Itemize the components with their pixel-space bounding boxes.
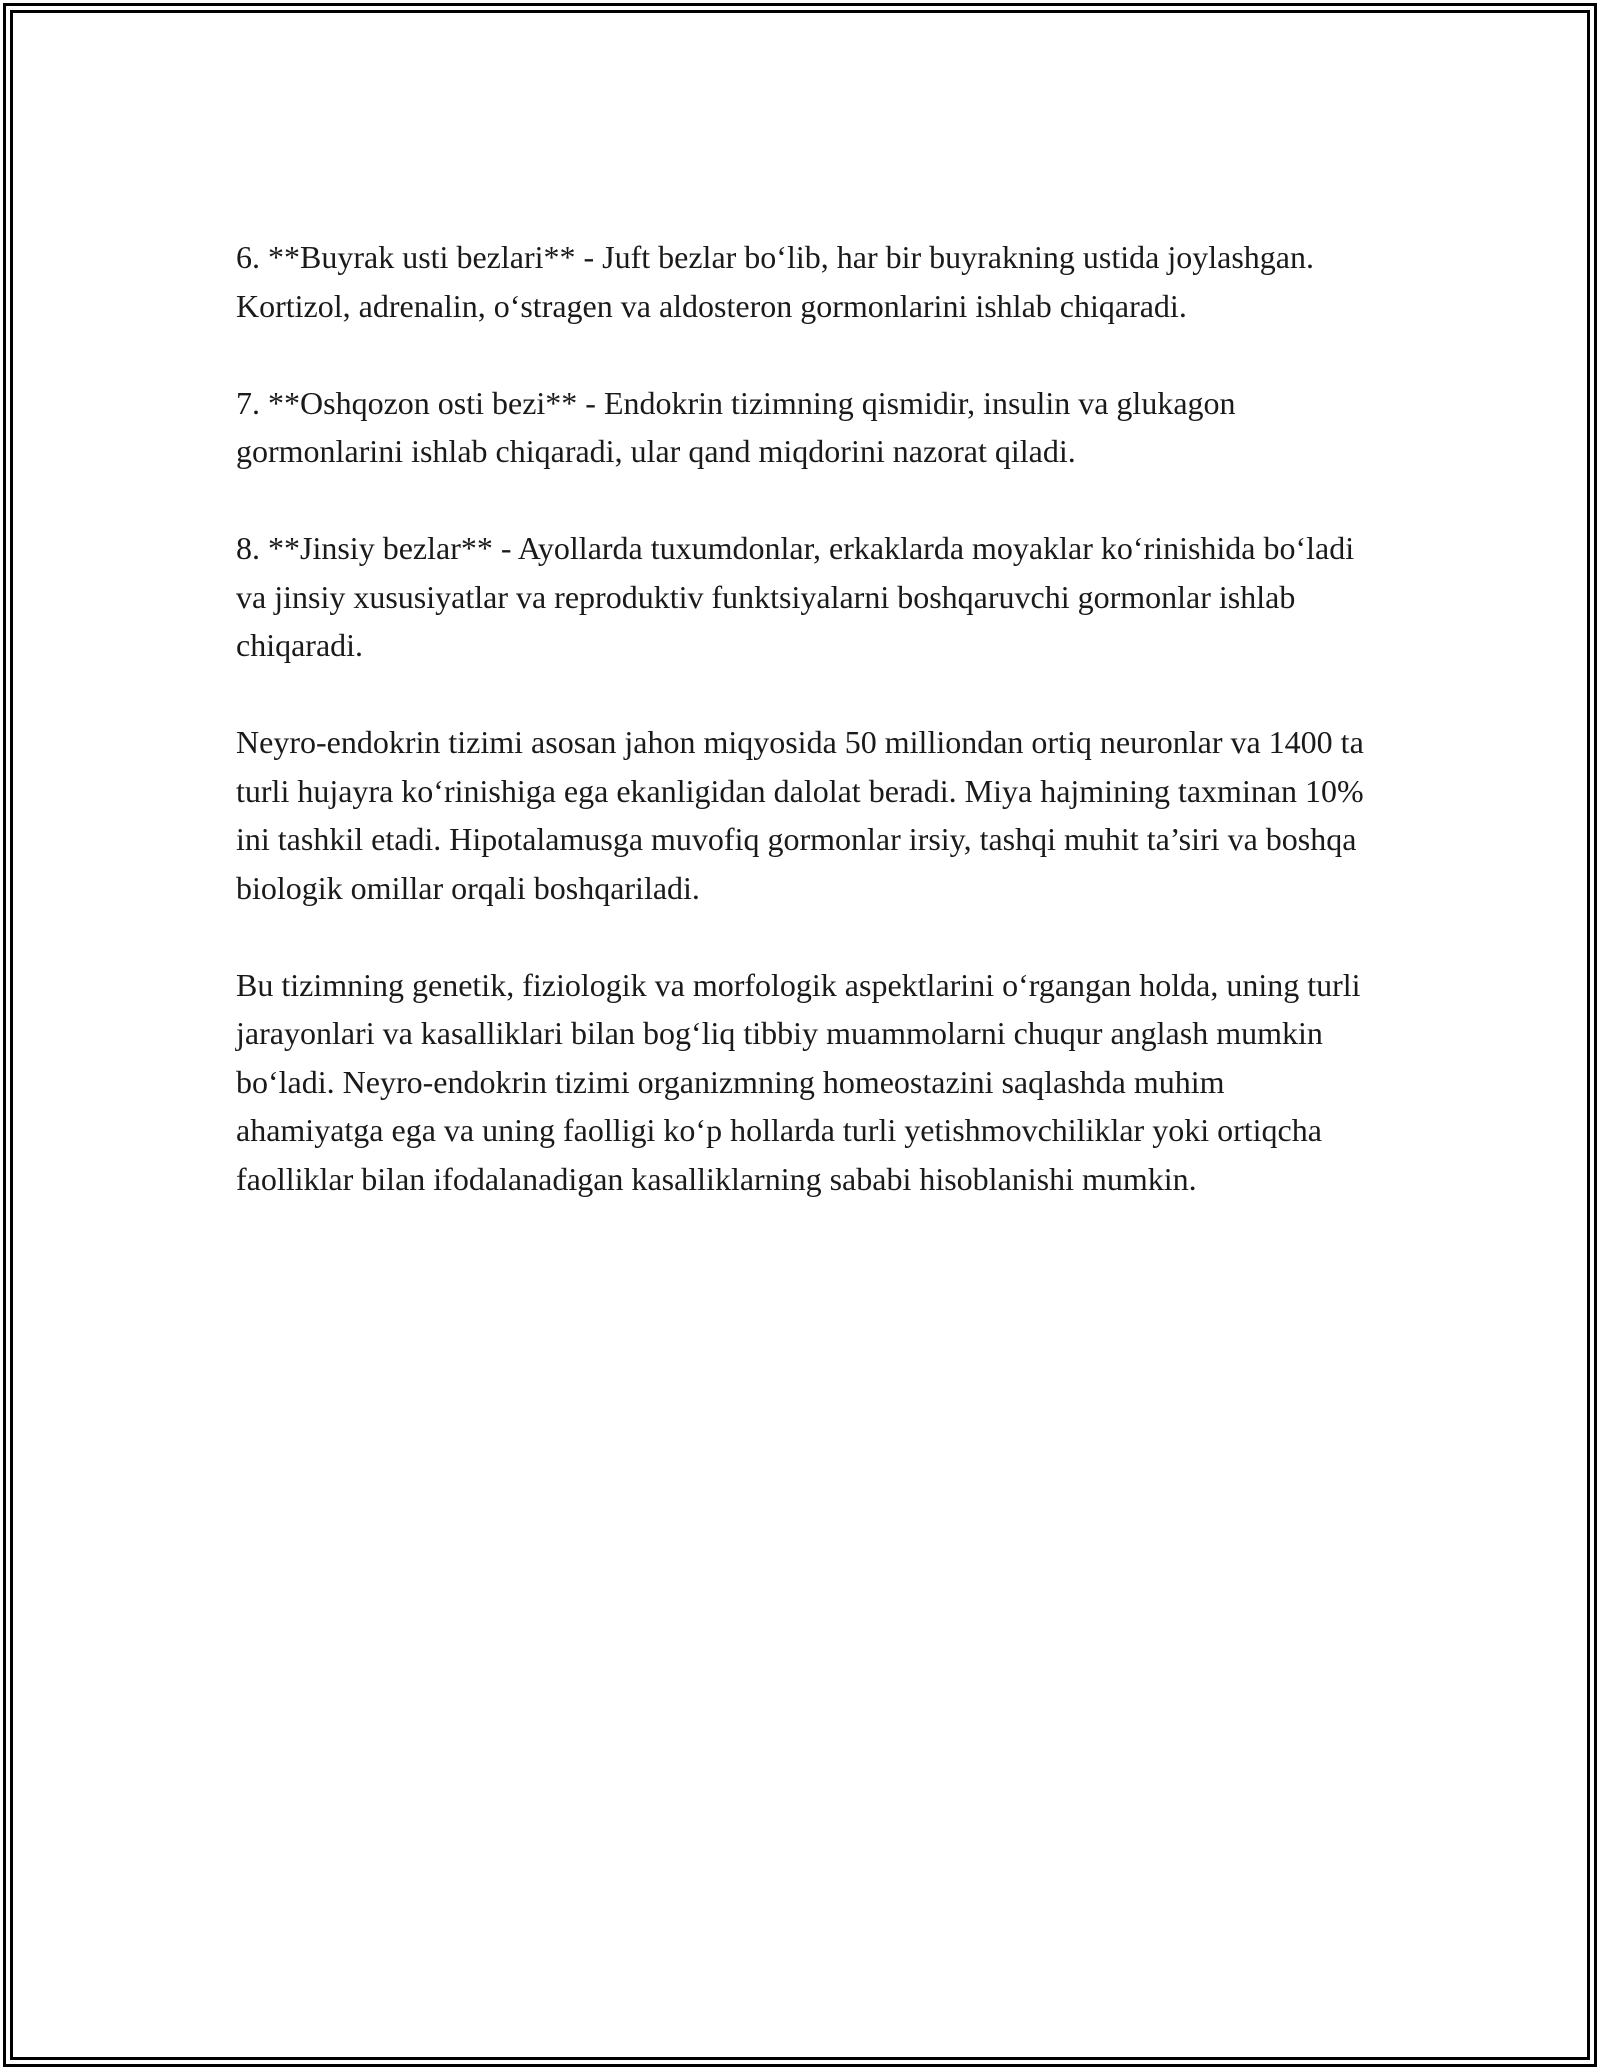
paragraph-buyrak-usti-bezlari: 6. **Buyrak usti bezlari** - Juft bezlar bo‘lib, har bir buyrakning ustida joylashgan. Kortizol, adrenalin, o‘stragen va aldosteron gormonlarini ishlab chiqaradi. xyxy=(236,239,1314,324)
document-body xyxy=(236,233,1376,1252)
paragraph-oshqozon-osti-bezi: 7. **Oshqozon osti bezi** - Endokrin tizimning qismidir, insulin va glukagon gormonlarini ishlab chiqaradi, ular qand miqdorini nazorat qiladi. xyxy=(236,384,1236,469)
paragraph-neyro-endokrin-overview: Neyro-endokrin tizimi asosan jahon miqyosida 50 milliondan ortiq neuronlar va 1400 ta turli hujayra ko‘rinishiga ega ekanligidan dalolat beradi. Miya hajmining taxminan 10% ini tashkil etadi. Hipotalamusga muvofiq gormonlar irsiy, tashqi muhit ta’siri va boshqa biologik omillar orqali boshqariladi. xyxy=(236,724,1364,906)
paragraph-jinsiy-bezlar: 8. **Jinsiy bezlar** - Ayollarda tuxumdonlar, erkaklarda moyaklar ko‘rinishida bo‘ladi va jinsiy xususiyatlar va reproduktiv funktsiyalarni boshqaruvchi gormonlar ishlab chiqaradi. xyxy=(236,530,1355,663)
paragraph-conclusion: Bu tizimning genetik, fiziologik va morfologik aspektlarini o‘rgangan holda, uning turli jarayonlari va kasalliklari bilan bog‘liq tibbiy muammolarni chuqur anglash mumkin bo‘ladi. Neyro-endokrin tizimi organizmning homeostazini saqlashda muhim ahamiyatga ega va uning faolligi ko‘p hollarda turli yetishmovchiliklar yoki ortiqcha faolliklar bilan ifodalanadigan kasalliklarning sababi hisoblanishi mumkin. xyxy=(236,966,1361,1197)
